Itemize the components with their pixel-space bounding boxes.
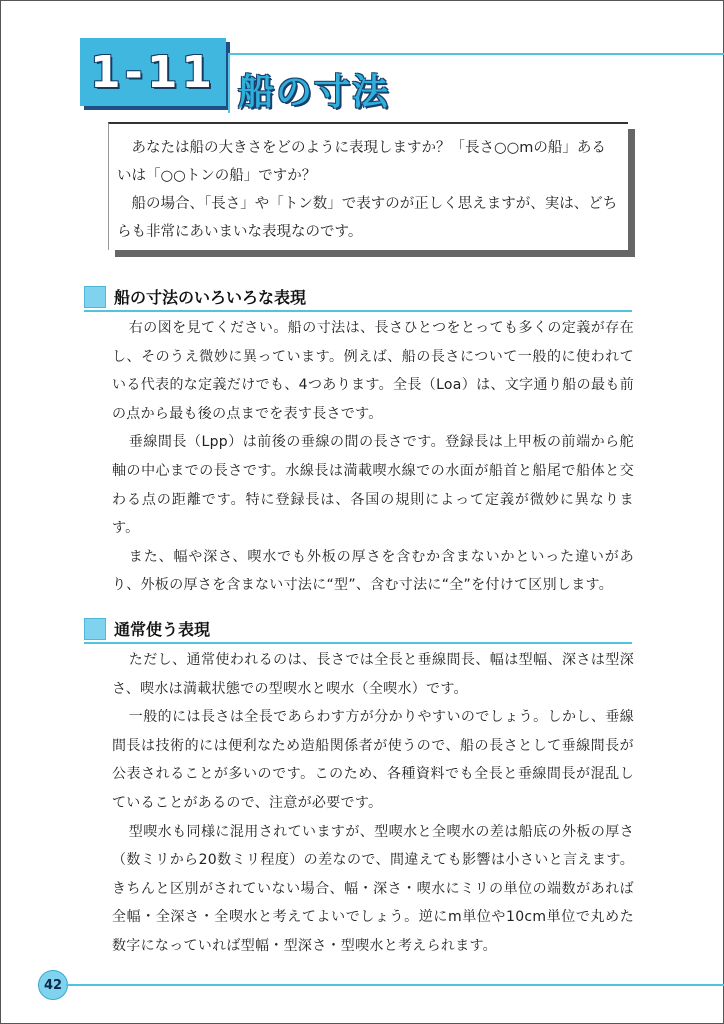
chapter-number-box <box>80 38 226 106</box>
section-marker-icon <box>84 618 106 640</box>
section-body <box>112 314 634 600</box>
intro-paragraph: 船の場合、「長さ」や「トン数」で表すのが正しく思えますが、実は、どちらも非常にあいまいな表現なのです。 <box>117 196 618 240</box>
section-marker-icon <box>84 286 106 308</box>
page-number-text: 42 <box>43 977 63 993</box>
body-paragraph: 一般的には長さは全長であらわす方が分かりやすいのでしょう。しかし、垂線間長は技術的には便利なため造船関係者が使うので、船の長さとして垂線間長が公表されることが多いのです。このため、各種資料でも全長と垂線間長が混乱していることがあるので、注意が必要です。 <box>112 709 634 811</box>
section-body <box>112 646 634 961</box>
page-title: 船の寸法 <box>238 72 391 113</box>
chapter-number: 1-11 <box>89 46 217 98</box>
section-heading <box>84 284 632 312</box>
body-paragraph: ただし、通常使われるのは、長さでは全長と垂線間長、幅は型幅、深さは型深さ、喫水は満載状態での型喫水と喫水（全喫水）です。 <box>112 652 634 697</box>
page-number <box>38 970 68 1000</box>
intro-paragraph: あなたは船の大きさをどのように表現しますか？「長さ○○mの船」あるいは「○○トンの船」ですか？ <box>117 140 606 184</box>
top-decorative-line <box>228 53 724 55</box>
body-paragraph: 垂線間長（Lpp）は前後の垂線の間の長さです。登録長は上甲板の前端から舵軸の中心までの長さです。水線長は満載喫水線での水面が船首と船尾で船体と交わる点の距離です。特に登録長は、各国の規則によって定義が微妙に異なります。 <box>112 434 634 537</box>
bottom-decorative-line <box>66 984 724 986</box>
section-title: 船の寸法のいろいろな表現 <box>114 288 307 307</box>
title-divider <box>228 53 230 113</box>
body-paragraph: また、幅や深さ、喫水でも外板の厚さを含むか含まないかといった違いがあり、外板の厚さを含まない寸法に“型”、含む寸法に“全”を付けて区別します。 <box>112 548 634 594</box>
section-title: 通常使う表現 <box>114 620 211 639</box>
body-paragraph: 右の図を見てください。船の寸法は、長さひとつをとっても多くの定義が存在し、そのうえ微妙に異っています。例えば、船の長さについて一般的に使われている代表的な定義だけでも、4つあります。全長（Loa）は、文字通り船の最も前の点から最も後の点までを表す長さです。 <box>112 320 634 422</box>
body-paragraph: 型喫水も同様に混用されていますが、型喫水と全喫水の差は船底の外板の厚さ（数ミリから20数ミリ程度）の差なので、間違えても影響は小さいと言えます。きちんと区別がされていない場合、幅・深さ・喫水にミリの単位の端数があれば全幅・全深さ・全喫水と考えてよいでしょう。逆にm単位や10cm単位で丸めた数字になっていれば型幅・型深さ・型喫水と考えられます。 <box>112 823 634 954</box>
section-heading <box>84 616 632 644</box>
intro-box <box>108 122 628 250</box>
